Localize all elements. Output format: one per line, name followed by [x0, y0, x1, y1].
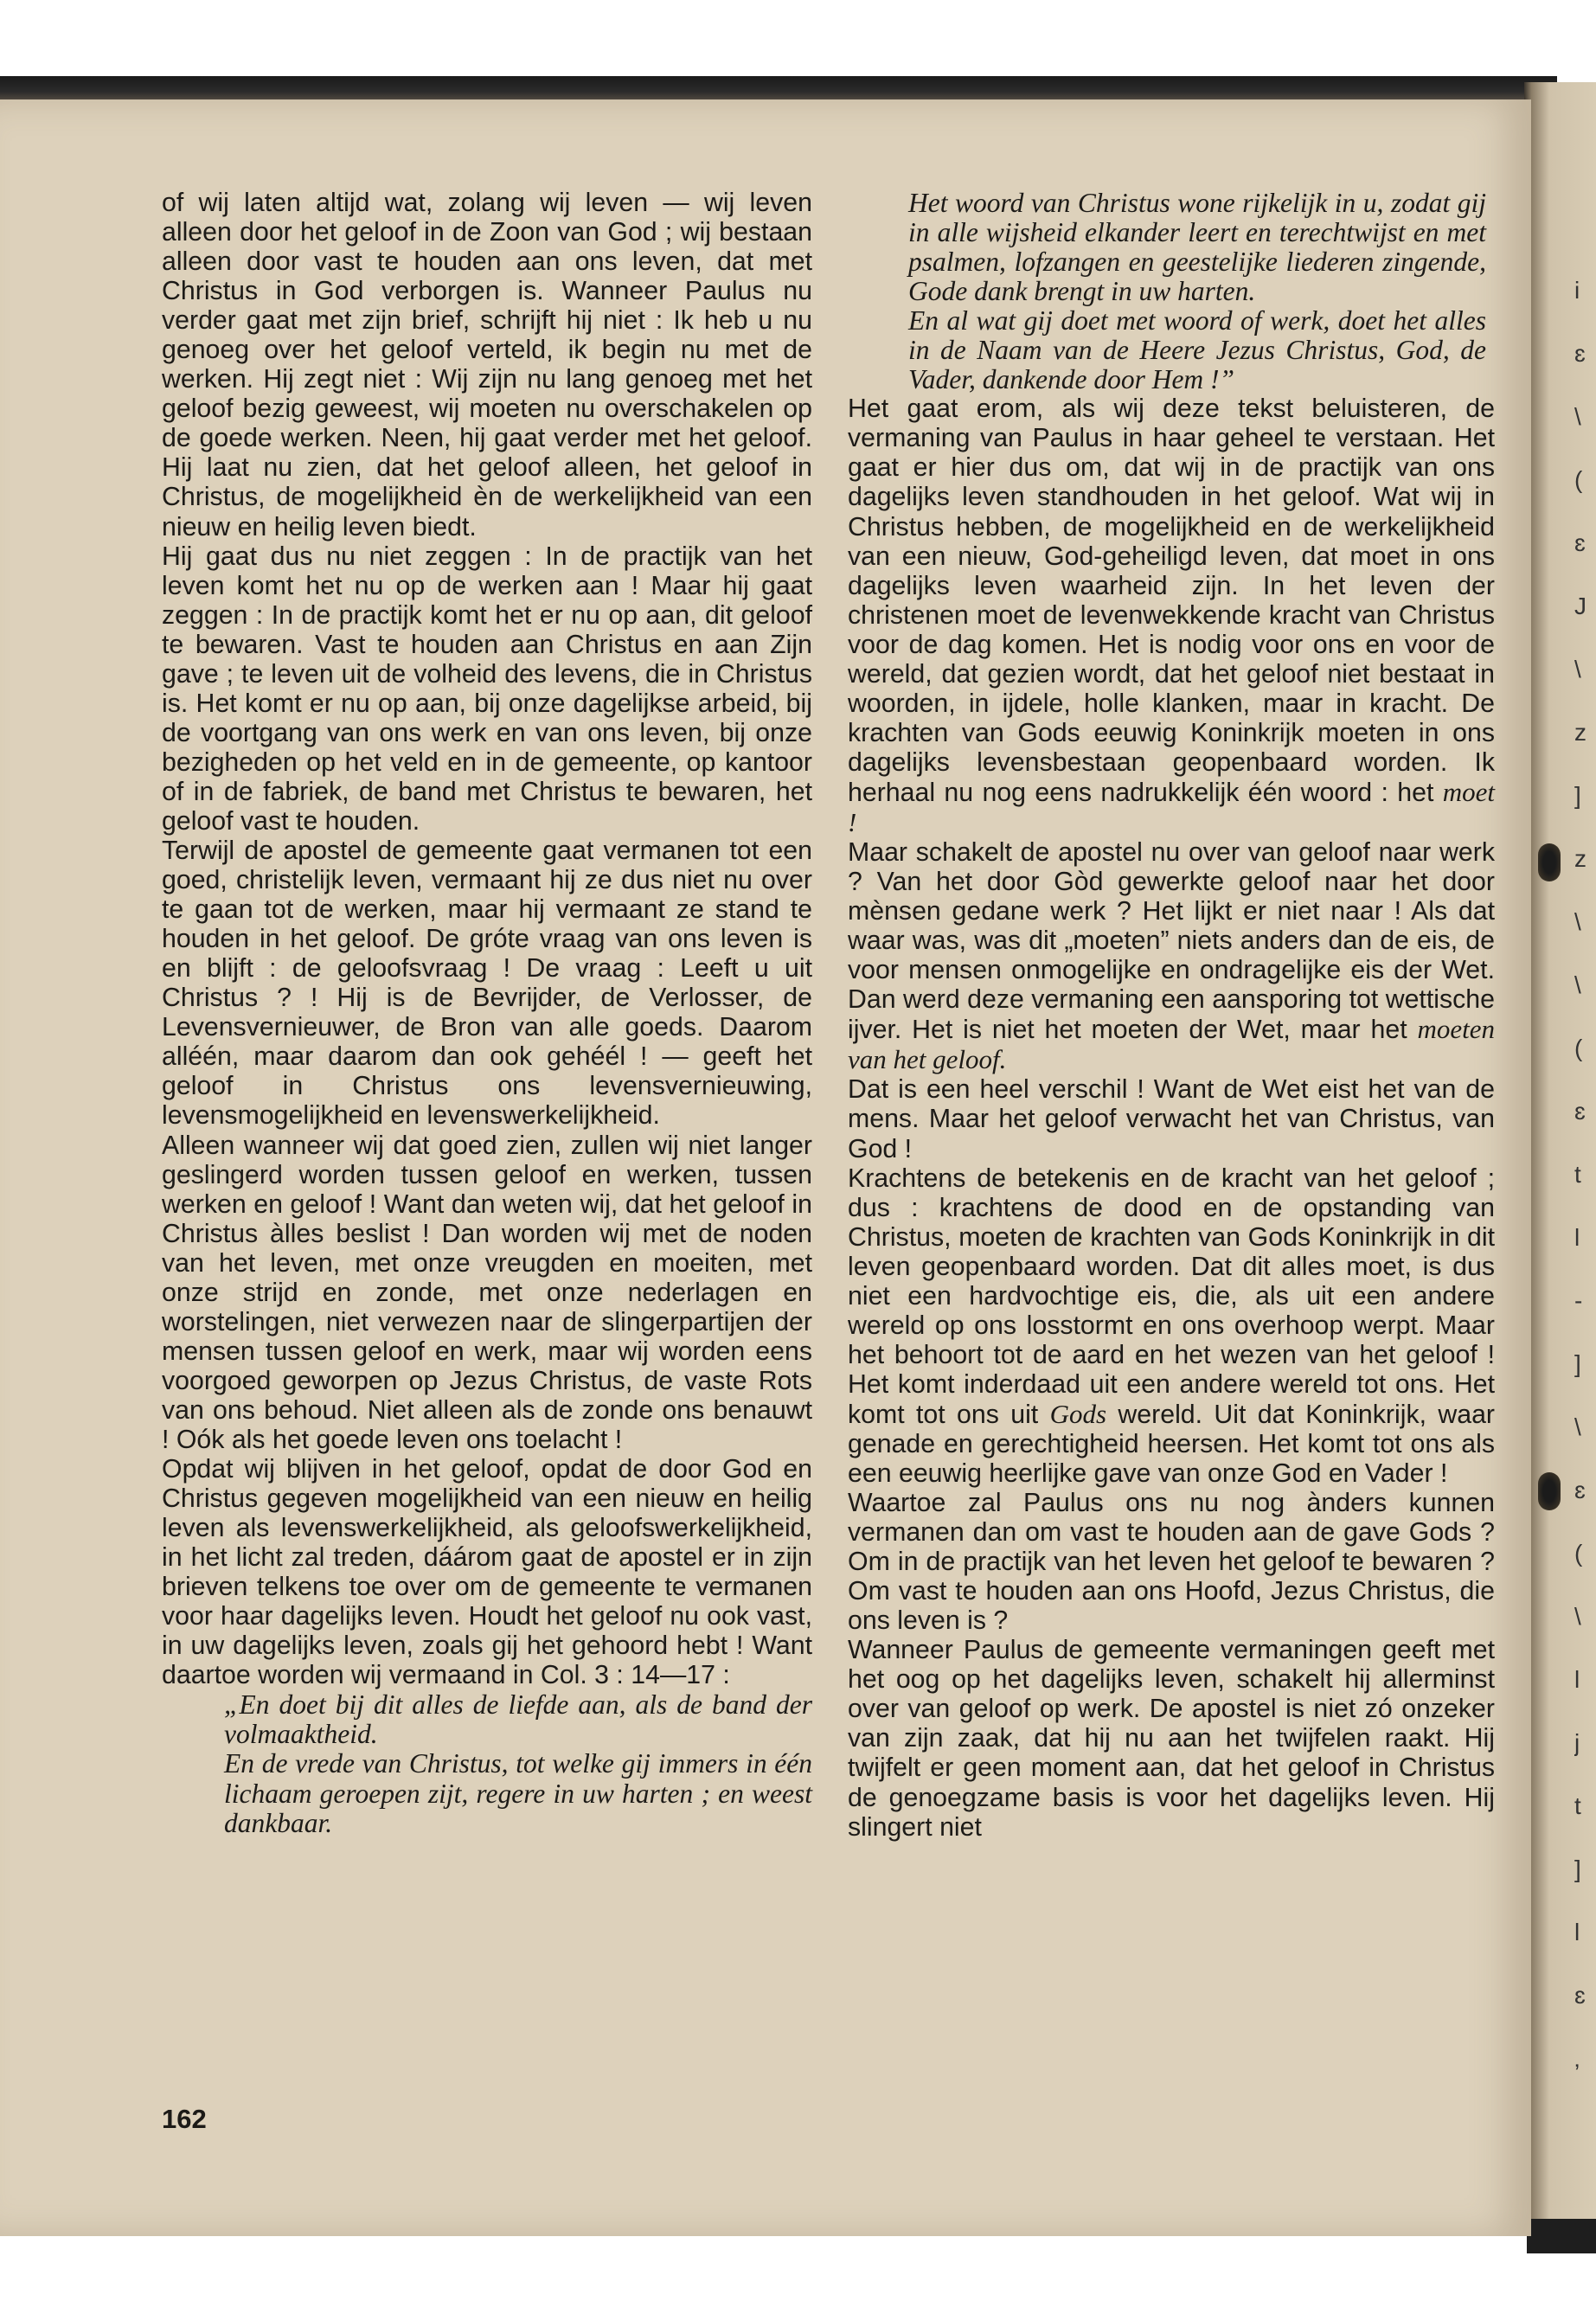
scripture-quote	[162, 1690, 812, 1749]
scripture-quote	[848, 189, 1495, 306]
paragraph	[848, 1164, 1495, 1490]
paragraph-text: En de vrede van Christus, tot welke gij immers in één lichaam geroepen zijt, regere in uw harten ; en weest dankbaar.	[224, 1748, 812, 1838]
paragraph	[162, 1455, 812, 1690]
next-page-fragment: \	[1574, 908, 1581, 935]
next-page-fragment: \	[1574, 971, 1581, 998]
next-page-fragment: (	[1574, 466, 1583, 493]
next-page-fragment: (	[1574, 1035, 1583, 1061]
next-page-fragment: -	[1574, 1287, 1583, 1314]
next-page-fragment: i	[1574, 277, 1580, 304]
paragraph-text: „En doet bij dit alles de liefde aan, als de band der volmaaktheid.	[224, 1689, 812, 1750]
paragraph-text: Dat is een heel verschil ! Want de Wet eist het van de mens. Maar het geloof verwacht het van Christus, van God !	[848, 1075, 1495, 1163]
next-page-fragment: ɛ	[1574, 1982, 1586, 2009]
paragraph-text: Het woord van Christus wone rijkelijk in u, zodat gij in alle wijsheid elkander leert en terechtwijst en met psalmen, lofzangen en geestelijke liederen zingende, Gode dank brengt in uw harten.	[908, 188, 1486, 307]
next-page-edge	[1524, 82, 1596, 2236]
next-page-fragment: \	[1574, 1413, 1581, 1440]
next-page-fragment: ɛ	[1574, 1098, 1586, 1125]
next-page-fragment: ɛ	[1574, 340, 1586, 367]
paragraph-text: of wij laten altijd wat, zolang wij leven — wij leven alleen door het geloof in de Zoon van God ; wij bestaan alleen door vast te houden aan ons leven, dat met Christus in God verborgen is. Wanneer Paulus nu verder gaat met zijn brief, schrijft hij niet : Ik heb u nu genoeg over het geloof verteld, ik begin nu met de werken. Hij zegt niet : Wij zijn nu lang genoeg met het geloof bezig geweest, wij moeten nu overschakelen op de goede werken. Neen, hij gaat verder met het geloof. Hij laat nu zien, dat het geloof alleen, het geloof in Christus, de mogelijkheid èn de werkelijkheid van een nieuw en heilig leven biedt.	[162, 189, 812, 542]
binding-hole	[1538, 843, 1561, 881]
emphasis-text: moeten van het geloof.	[848, 1014, 1496, 1075]
emphasis-text: Gods	[1049, 1398, 1107, 1429]
scan-top-edge	[0, 76, 1557, 102]
right-column	[848, 189, 1495, 1843]
left-column	[162, 189, 812, 1838]
next-page-fragment: ɛ	[1574, 1477, 1586, 1503]
paragraph-text: Het gaat erom, als wij deze tekst beluisteren, de vermaning van Paulus in haar geheel te verstaan. Het gaat er hier dus om, dat wij in de practijk van ons dagelijks leven standhouden in het geloof. Wat wij in Christus hebben, de mogelijkheid en de werkelijkheid van een nieuw, God-geheiligd leven, dat moet in ons dagelijks leven waarheid zijn. In het leven der christenen moet de levenwekkende kracht van Christus voor de dag komen. Het is nodig voor ons en voor de wereld, dat gezien wordt, dat het geloof niet bestaat in woorden, in ijdele, holle klanken, maar in kracht. De krachten van Gods eeuwig Koninkrijk moeten in ons dagelijks levensbestaan geopenbaard worden. Ik herhaal nu nog eens nadrukkelijk één woord : het	[848, 394, 1495, 807]
scripture-quote	[848, 306, 1495, 394]
paragraph	[848, 1489, 1495, 1636]
paragraph-text: wereld. Uit dat Koninkrijk, waar genade en gerechtigheid heersen. Het komt tot ons als een eeuwig heerlijke gave van onze God en Vader !	[848, 1400, 1496, 1489]
paragraph	[162, 836, 812, 1131]
paragraph	[162, 189, 812, 542]
scripture-quote	[162, 1749, 812, 1837]
book-cover-corner	[1527, 2219, 1596, 2253]
next-page-fragment: (	[1574, 1540, 1583, 1567]
paragraph-text: Alleen wanneer wij dat goed zien, zullen wij niet langer geslingerd worden tussen geloof en werken, tussen werken en geloof ! Want dan weten wij, dat het geloof in Christus àlles beslist ! Dan worden wij met de noden van het leven, met onze vreugden en moeiten, met onze strijd en zonde, met onze nederlagen en worstelingen, niet verwezen naar de slingerpartijen der mensen tussen geloof en werk, maar wij worden eens voorgoed geworpen op Jezus Christus, de vaste Rots van ons behoud. Niet alleen als de zonde ons benauwt ! Oók als het goede leven ons toelacht !	[162, 1131, 812, 1454]
paragraph	[162, 1131, 812, 1456]
paragraph-text: Maar schakelt de apostel nu over van geloof naar werk ? Van het door Gòd gewerkte geloof naar het door mènsen gedane werk ? Het lijkt er niet naar ! Als dat waar was, was dit „moeten” niets anders dan de eis, de voor mensen onmogelijke en ondragelijke eis der Wet. Dan werd deze vermaning een aansporing tot wettische ijver. Het is niet het moeten der Wet, maar het	[848, 838, 1495, 1045]
paragraph	[848, 838, 1495, 1075]
paragraph-text: Opdat wij blijven in het geloof, opdat de door God en Christus gegeven mogelijkheid van een nieuw en heilig leven als levenswerkelijkheid, als geloofswerkelijkheid, in het licht zal treden, dáárom gaat de apostel er in zijn brieven telkens toe over om de gemeente te vermanen voor haar dagelijks leven. Houdt het geloof nu ook vast, in uw dagelijks leven, zoals gij het gehoord hebt ! Want daartoe worden wij vermaand in Col. 3 : 14—17 :	[162, 1455, 812, 1690]
paragraph	[848, 1636, 1495, 1842]
next-page-fragment: ‚	[1574, 2045, 1580, 2072]
next-page-fragment: \	[1574, 656, 1581, 683]
next-page-fragment: ɛ	[1574, 529, 1586, 556]
paragraph-text: Waartoe zal Paulus ons nu nog ànders kunnen vermanen dan om vast te houden aan de gave Gods ? Om in de practijk van het leven het geloof te bewaren ? Om vast te houden aan ons Hoofd, Jezus Christus, die ons leven is ?	[848, 1489, 1495, 1636]
next-page-fragment: l	[1574, 1919, 1580, 1945]
next-page-fragment: \	[1574, 1603, 1581, 1630]
next-page-fragment: ]	[1574, 782, 1581, 809]
paragraph	[848, 1075, 1495, 1163]
paragraph	[162, 542, 812, 836]
paragraph	[848, 394, 1495, 838]
next-page-fragment: ]	[1574, 1856, 1581, 1882]
next-page-fragment: \	[1574, 403, 1581, 430]
next-page-fragment: j	[1574, 1729, 1580, 1756]
next-page-fragment: z	[1574, 719, 1586, 746]
next-page-fragment: l	[1574, 1666, 1580, 1693]
emphasis-text: moet !	[848, 776, 1496, 837]
next-page-fragment: t	[1574, 1792, 1581, 1819]
paragraph-text: Wanneer Paulus de gemeente vermaningen geeft met het oog op het dagelijks leven, schakelt hij allerminst over van geloof op werk. De apostel is niet zó onzeker van zijn zaak, dat hij nu aan het twijfelen raakt. Hij twijfelt er geen moment aan, dat het geloof in Christus de genoegzame basis is voor het dagelijks leven. Hij slingert niet	[848, 1636, 1495, 1842]
paragraph-text: Hij gaat dus nu niet zeggen : In de practijk van het leven komt het nu op de werken aan ! Maar hij gaat zeggen : In de practijk komt het er nu op aan, dit geloof te bewaren. Vast te houden aan Christus en aan Zijn gave ; te leven uit de volheid des levens, die in Christus is. Het komt er nu op aan, bij onze dagelijkse arbeid, bij de voortgang van ons werk en van ons leven, bij onze bezigheden op het veld en in de gemeente, op kantoor of in de fabriek, de band met Christus te bewaren, het geloof vast te houden.	[162, 542, 812, 836]
next-page-fragment: ]	[1574, 1350, 1581, 1377]
paragraph-text: Krachtens de betekenis en de kracht van het geloof ; dus : krachtens de dood en de opstanding van Christus, moeten de krachten van Gods Koninkrijk in dit leven geopenbaard worden. Dat dit alles moet, is dus niet een hardvochtige eis, die, als uit een andere wereld op ons losstormt en ons overhoop werpt. Maar het behoort tot de aard en het wezen van het geloof ! Het komt inderdaad uit een andere wereld tot ons. Het komt tot ons uit	[848, 1163, 1495, 1429]
next-page-fragment: J	[1574, 593, 1586, 619]
page-number: 162	[162, 2104, 207, 2134]
binding-hole	[1538, 1472, 1561, 1510]
next-page-fragment: z	[1574, 845, 1586, 872]
paragraph-text: Terwijl de apostel de gemeente gaat vermanen tot een goed, christelijk leven, vermaant hij ze dus niet nu over te gaan tot de werken, maar hij vermaant ze stand te houden in het geloof. De gróte vraag van ons leven is en blijft : de geloofsvraag ! De vraag : Leeft u uit Christus ? ! Hij is de Bevrijder, de Verlosser, de Levensvernieuwer, de Bron van alle goeds. Daarom alléén, maar daarom dan ook gehéél ! — geeft het geloof in Christus ons levensvernieuwing, levensmogelijkheid en levenswerkelijkheid.	[162, 836, 812, 1131]
next-page-fragment: t	[1574, 1161, 1581, 1188]
paragraph-text: En al wat gij doet met woord of werk, doet het alles in de Naam van de Heere Jezus Christus, God, de Vader, dankende door Hem !”	[908, 305, 1486, 395]
next-page-fragment: l	[1574, 1224, 1580, 1251]
